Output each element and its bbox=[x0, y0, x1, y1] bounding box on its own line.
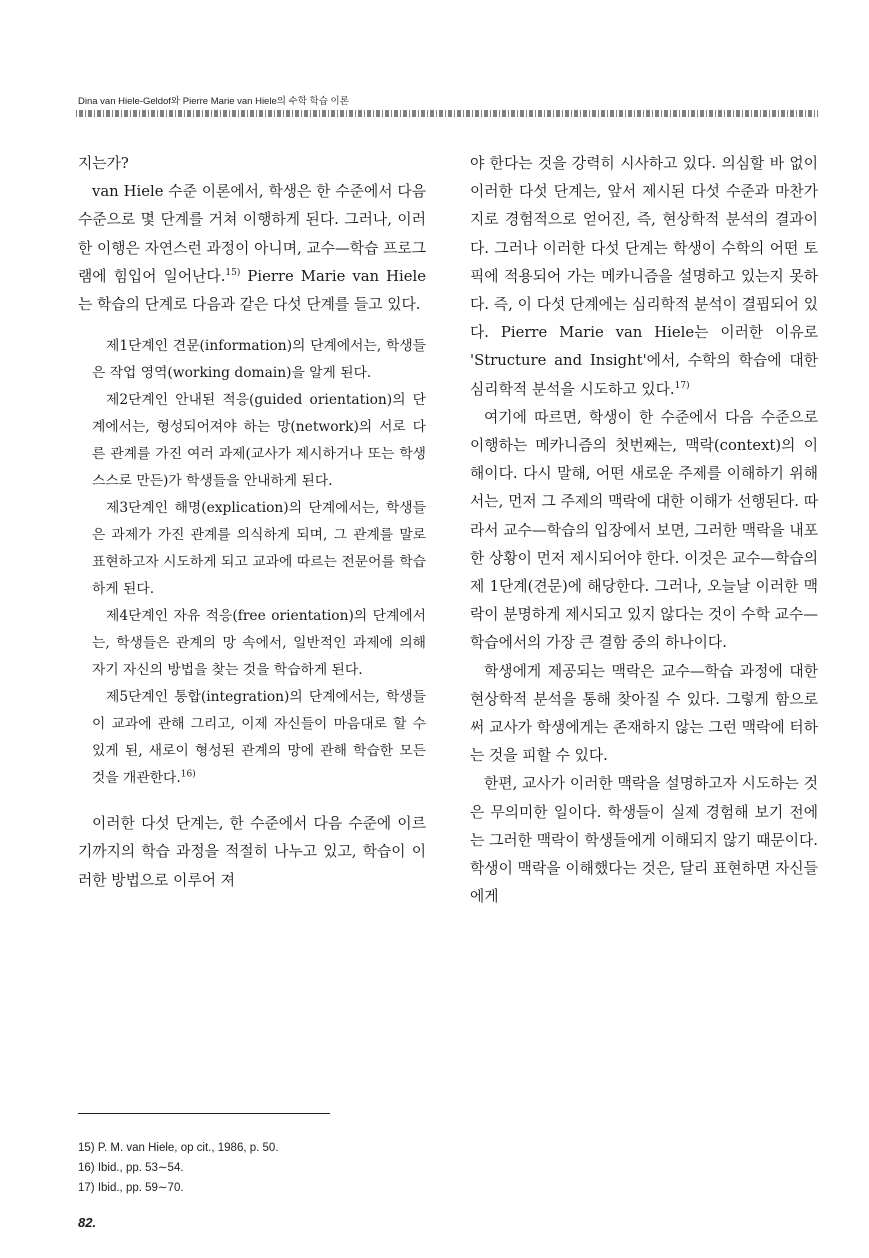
paragraph: 이러한 다섯 단계는, 한 수준에서 다음 수준에 이르기까지의 학습 과정을 적절히 나누고 있고, 학습이 이러한 방법으로 이루어 져 bbox=[78, 815, 426, 889]
paragraph: 여기에 따르면, 학생이 한 수준에서 다음 수준으로 이행하는 메카니즘의 첫번째는, 맥락(context)의 이해이다. 다시 말해, 어떤 새로운 주제를 이해하기 위해서는, 먼저 그 주제의 맥락에 대한 이해가 선행된다. 따라서 교수—학습의 입장에서 보면, 그러한 맥락을 내포한 상황이 먼저 제시되어야 한다. 이것은 교수—학습의 제 1단계(견문)에 해당한다. 그러나, 오늘날 이러한 맥락이 분명하게 제시되고 있지 않다는 것이 수학 교수—학습에서의 가장 큰 결함 중의 하나이다. bbox=[470, 408, 818, 652]
paragraph: van Hiele 수준 이론에서, 학생은 한 수준에서 다음 수준으로 몇 단계를 거쳐 이행하게 된다. 그러나, 이러한 이행은 자연스런 과정이 아니며, 교수—학습 프로그램에 힘입어 일어난다.$^{15)}$ Pierre Marie van Hiele는 학습의 단계로 다음과 같은 다섯 단계를 들고 있다. bbox=[78, 183, 426, 314]
running-header: Dina van Hiele-Geldof와 Pierre Marie van Hiele의 수학 학습 이론 bbox=[78, 96, 349, 107]
paragraph: 한편, 교사가 이러한 맥락을 설명하고자 시도하는 것은 무의미한 일이다. 학생들이 실제 경험해 보기 전에는 그러한 맥락이 학생들에게 이해되지 않기 때문이다. 학생이 맥락을 이해했다는 것은, 달리 표현하면 자신들에게 bbox=[470, 775, 818, 906]
footnote-ref: 17) bbox=[674, 380, 690, 391]
stage-item: 제5단계인 통합(integration)의 단계에서는, 학생들이 교과에 관해 그리고, 이제 자신들이 마음대로 할 수 있게 된, 새로이 형성된 관계의 망에 관해 학습한 모든 것을 개관한다.$^{16)}$ bbox=[92, 689, 426, 787]
left-column bbox=[78, 150, 426, 895]
paragraph: 야 한다는 것을 강력히 시사하고 있다. 의심할 바 없이 이러한 다섯 단계는, 앞서 제시된 다섯 수준과 마찬가지로 경험적으로 얻어진, 즉, 현상학적 분석의 결과이다. 그러나 이러한 다섯 단계는 학생이 수학의 어떤 토픽에 적용되어 가는 메카니즘을 설명하고 있는지 못하다. 즉, 이 다섯 단계에는 심리학적 분석이 결핍되어 있다. Pierre Marie van Hiele는 이러한 이유로 'Structure and Insight'에서, 수학의 학습에 대한 심리학적 분석을 시도하고 있다.$^{17)}$ bbox=[470, 155, 818, 398]
footnote: 17) Ibid., pp. 59∼70. bbox=[78, 1182, 184, 1194]
right-column bbox=[470, 150, 818, 911]
stage-list bbox=[78, 333, 426, 792]
footnote-rule bbox=[78, 1113, 330, 1114]
stage-item: 제3단계인 해명(explication)의 단계에서는, 학생들은 과제가 가진 관계를 의식하게 되며, 그 관계를 말로 표현하고자 시도하게 되고 교과에 따르는 전문어를 학습하게 된다. bbox=[92, 500, 426, 598]
footnotes bbox=[78, 1138, 279, 1198]
footnote-ref: 15) bbox=[225, 267, 241, 278]
stage-item: 제4단계인 자유 적응(free orientation)의 단계에서는, 학생들은 관계의 망 속에서, 일반적인 과제에 의해 자기 자신의 방법을 찾는 것을 학습하게 된다. bbox=[92, 608, 426, 679]
header-rule bbox=[76, 110, 818, 117]
paragraph: 지는가? bbox=[78, 155, 129, 172]
footnote: 16) Ibid., pp. 53∼54. bbox=[78, 1162, 184, 1174]
paragraph: 학생에게 제공되는 맥락은 교수—학습 과정에 대한 현상학적 분석을 통해 찾아질 수 있다. 그렇게 함으로써 교사가 학생에게는 존재하지 않는 그런 맥락에 터하는 것을 피할 수 있다. bbox=[470, 662, 818, 765]
footnote: 15) P. M. van Hiele, op cit., 1986, p. 50. bbox=[78, 1142, 279, 1154]
stage-item: 제1단계인 견문(information)의 단계에서는, 학생들은 작업 영역(working domain)을 알게 된다. bbox=[92, 338, 427, 382]
stage-item: 제2단계인 안내된 적응(guided orientation)의 단계에서는, 형성되어져야 하는 망(network)의 서로 다른 관계를 가진 여러 과제(교사가 제시하거나 또는 학생 스스로 만든)가 학생들을 안내하게 된다. bbox=[92, 392, 426, 490]
page-number: 82. bbox=[78, 1215, 97, 1230]
footnote-ref: 16) bbox=[180, 769, 196, 780]
